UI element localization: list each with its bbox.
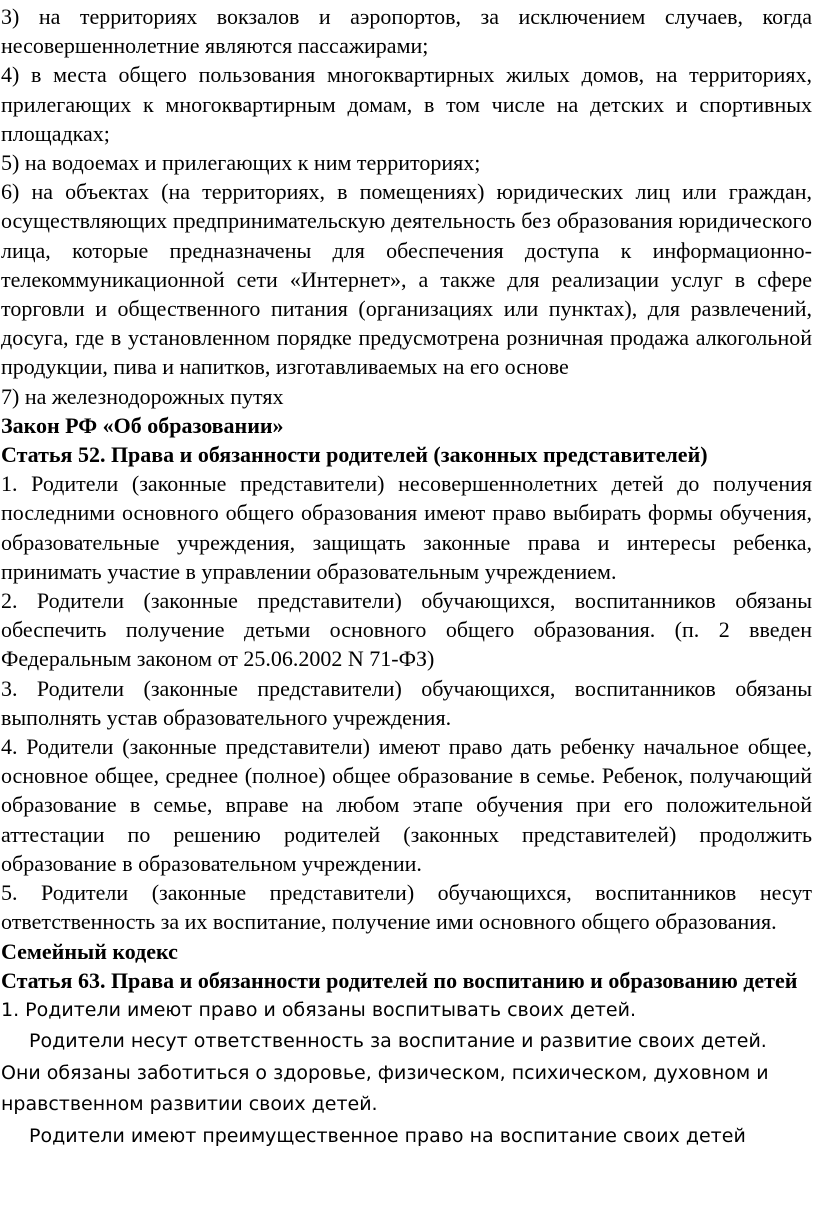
law-title: Закон РФ «Об образовании» — [1, 412, 284, 438]
article-52-paragraph-1: 1. Родители (законные представители) несовершеннолетних детей до получения последними основного общего образования имеют право выбирать формы обучения, образовательные учреждения, защищать законные права и интересы ребенка, принимать участие в управлении образовательным учреждением. — [1, 471, 812, 584]
list-item-6: 6) на объектах (на территориях, в помещениях) юридических лиц или граждан, осуществляющих предпринимательскую деятельность без образования юридического лица, которые предназначены для обеспечения доступа к информационно-телекоммуникационной сети «Интернет», а также для реализации услуг в сфере торговли и общественного питания (организациях или пунктах), для развлечений, досуга, где в установленном порядке предусмотрена розничная продажа алкогольной продукции, пива и напитков, изготавливаемых на его основе — [1, 179, 812, 380]
list-item-3: 3) на территориях вокзалов и аэропортов, за исключением случаев, когда несовершеннолетние являются пассажирами; — [1, 4, 812, 59]
list-item-5: 5) на водоемах и прилегающих к ним территориях; — [1, 150, 481, 176]
article-52-paragraph-3: 3. Родители (законные представители) обучающихся, воспитанников обязаны выполнять устав образовательного учреждения. — [1, 675, 812, 730]
article-52-paragraph-5: 5. Родители (законные представители) обучающихся, воспитанников несут ответственность за их воспитание, получение ими основного общего образования. — [1, 880, 812, 935]
article-63-paragraph-2: Родители несут ответственность за воспитание и развитие своих детей. Они обязаны заботиться о здоровье, физическом, психическом, духовном и нравственном развитии своих детей. — [1, 1030, 769, 1116]
list-item-4: 4) в места общего пользования многоквартирных жилых домов, на территориях, прилегающих к многоквартирным домам, в том числе на детских и спортивных площадках; — [1, 62, 812, 146]
code-title: Семейный кодекс — [1, 938, 178, 964]
article-63-paragraph-3: Родители имеют преимущественное право на воспитание своих детей — [29, 1124, 746, 1147]
article-52-paragraph-4: 4. Родители (законные представители) имеют право дать ребенку начальное общее, основное общее, среднее (полное) общее образование в семье. Ребенок, получающий образование в семье, вправе на любом этапе обучения при его положительной аттестации по решению родителей (законных представителей) продолжить образование в образовательном учреждении. — [1, 734, 812, 876]
list-item-7: 7) на железнодорожных путях — [1, 383, 284, 409]
article-52-paragraph-2: 2. Родители (законные представители) обучающихся, воспитанников обязаны обеспечить получение детьми основного общего образования. (п. 2 введен Федеральным законом от 25.06.2002 N 71-ФЗ) — [1, 588, 812, 672]
article-63-heading: Статья 63. Права и обязанности родителей по воспитанию и образованию детей — [1, 967, 798, 993]
article-52-heading: Статья 52. Права и обязанности родителей (законных представителей) — [1, 442, 708, 468]
article-63-paragraph-1: 1. Родители имеют право и обязаны воспитывать своих детей. — [1, 998, 636, 1021]
